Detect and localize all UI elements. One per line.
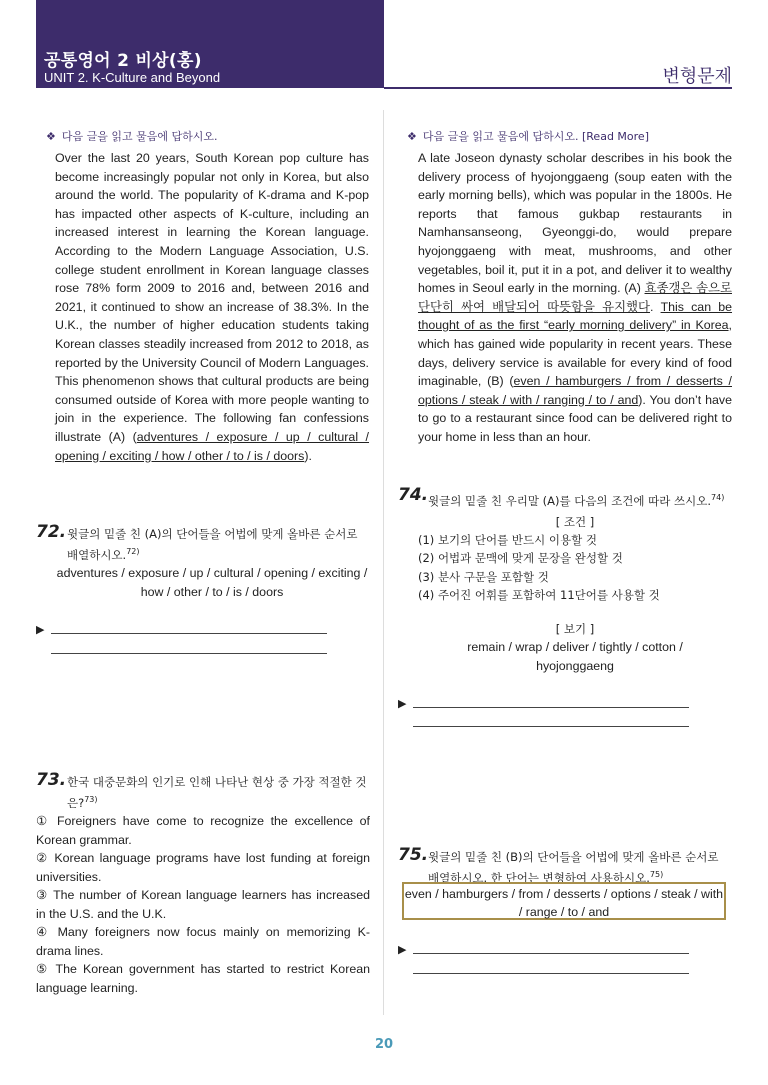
q74-condition-1: (1) 보기의 단어를 반드시 이용할 것: [418, 533, 597, 547]
left-passage-underlined: adventures / exposure / up / cultural / opening / exciting / how / other / to / is / doors: [55, 429, 370, 463]
diamond-bullet-icon: ❖: [46, 130, 56, 143]
left-instruction: [46, 128, 218, 144]
right-passage: [418, 149, 732, 447]
q74-arrow-icon: ▶: [398, 697, 407, 710]
right-passage-underlined: This can be thought of as the first “early morning delivery” in Korea: [418, 299, 733, 333]
q74-answer-line-2[interactable]: [413, 726, 689, 727]
book-title: 공통영어 2 비상(홍): [44, 51, 202, 71]
q74-answer-line-1[interactable]: [413, 707, 689, 708]
page-number: 20: [374, 1037, 394, 1052]
q75-prompt-text: 윗글의 밑줄 친 (B)의 단어들을 어법에 맞게 올바른 순서로 배열하시오. 한 단어는 변형하여 사용하시오.: [428, 850, 719, 885]
diamond-bullet-icon: ❖: [407, 130, 417, 143]
q75-prompt: [428, 848, 733, 887]
q75-footnote: 75): [649, 870, 664, 879]
q72-answer-line-2[interactable]: [51, 653, 327, 654]
q73-option-1[interactable]: ① Foreigners have come to recognize the excellence of Korean grammar.: [36, 814, 370, 847]
q73-option-5[interactable]: ⑤ The Korean government has started to restrict Korean language learning.: [36, 962, 370, 995]
q73-prompt-text: 한국 대중문화의 인기로 인해 나타난 현상 중 가장 적절한 것은?: [67, 775, 367, 810]
q72-words: adventures / exposure / up / cultural / opening / exciting / how / other / to / is / doors: [56, 566, 368, 599]
right-instruction-text: 다음 글을 읽고 물음에 답하시오. [Read More]: [422, 130, 649, 143]
q74-example-words: remain / wrap / deliver / tightly / cotton / hyojonggaeng: [467, 640, 683, 673]
q72-arrow-icon: ▶: [36, 623, 45, 636]
q72-number: 72.: [36, 522, 67, 542]
left-instruction-text: 다음 글을 읽고 물음에 답하시오.: [61, 130, 218, 143]
right-passage-end: ). You don’t have to go to a restaurant since food can be delivered right to your home in less than an hour.: [418, 392, 732, 444]
right-instruction: [407, 128, 649, 144]
q75-arrow-icon: ▶: [398, 943, 407, 956]
q74-condition-4: (4) 주어진 어휘를 포함하여 11단어를 사용할 것: [418, 588, 660, 602]
q72-prompt: [67, 525, 372, 564]
unit-title: UNIT 2. K-Culture and Beyond: [44, 70, 221, 85]
q75-number: 75.: [398, 845, 429, 865]
q73-footnote: 73): [84, 795, 98, 804]
q73-number: 73.: [36, 770, 67, 790]
header-banner: [36, 0, 384, 88]
q73-option-2[interactable]: ② Korean language programs have lost funding at foreign universities.: [36, 851, 370, 884]
q74-footnote: 74): [711, 493, 725, 502]
q73-option-4[interactable]: ④ Many foreigners now focus mainly on memorizing K-drama lines.: [36, 925, 370, 958]
q72-answer-line-1[interactable]: [51, 633, 327, 634]
q74-prompt-text: 윗글의 밑줄 친 우리말 (A)를 다음의 조건에 따라 쓰시오.: [428, 493, 712, 508]
q75-answer-line-1[interactable]: [413, 953, 689, 954]
left-passage-end: ).: [304, 448, 312, 463]
q75-answer-line-2[interactable]: [413, 973, 689, 974]
q74-condition-2: (2) 어법과 문맥에 맞게 문장을 완성할 것: [418, 551, 623, 565]
left-passage: [55, 149, 369, 465]
q73-prompt: [67, 773, 372, 812]
q74-prompt: [428, 489, 733, 510]
column-divider: [383, 110, 384, 1015]
right-passage-mid1: .: [650, 299, 661, 314]
q74-condition-title: [ 조건 ]: [555, 515, 595, 529]
q74-example-title: [ 보기 ]: [555, 622, 595, 636]
left-passage-text: Over the last 20 years, South Korean pop culture has become increasingly popular not only in Korea, but also around the world. The popularity of K-drama and K-pop has impacted other aspects of K-culture, including an increased interest in learning the Korean language. According to the Modern Language Association, U.S. college student enrollment in Korean language classes rose 78% form 2009 to 2016 and, between 2016 and 2021, it continued to show an increase of 38.3%. In the U.K., the number of higher education students taking Korean classes steadily increased from 2012 to 2018, as reported by the University Council of Modern Languages. This phenomenon shows that cultural products are being consumed outside of Korea with more people wanting to join in the experience. The following fan confessions illustrate (A) (: [55, 151, 369, 444]
q75-word-box: even / hamburgers / from / desserts / options / steak / with / range / to / and: [402, 882, 726, 920]
q73-option-3[interactable]: ③ The number of Korean language learners has increased in the U.S. and the U.K.: [36, 888, 370, 921]
q74-number: 74.: [398, 485, 429, 505]
section-tag: 변형문제: [662, 66, 732, 87]
right-passage-mid2: , which has gained wide popularity in recent years. These days, delivery service is available for every kind of food imaginable, (B) (: [418, 318, 732, 389]
q72-footnote: 72): [126, 547, 140, 556]
q74-condition-3: (3) 분사 구문을 포함할 것: [418, 570, 549, 584]
right-passage-korean-underlined: 효종갱은 솜으로 단단히 싸여 배달되어 따뜻함을 유지했다: [418, 281, 732, 314]
right-passage-start: A late Joseon dynasty scholar describes in his book the delivery process of hyojonggaeng (soup eaten with the early morning bells), which was popular in the 1800s. He reports that famous gukbap restaurants in Namhansanseong, Gyeonggi-do, would prepare hyojonggaeng with meat, mushrooms, and other vegetables, boil it, put it in a pot, and deliver it to wealthy homes in Seoul early in the morning. (A): [418, 151, 732, 296]
q72-prompt-text: 윗글의 밑줄 친 (A)의 단어들을 어법에 맞게 올바른 순서로 배열하시오.: [67, 527, 358, 562]
right-passage-b-underlined: even / hamburgers / from / desserts / options / steak / with / ranging / to / and: [418, 374, 732, 407]
